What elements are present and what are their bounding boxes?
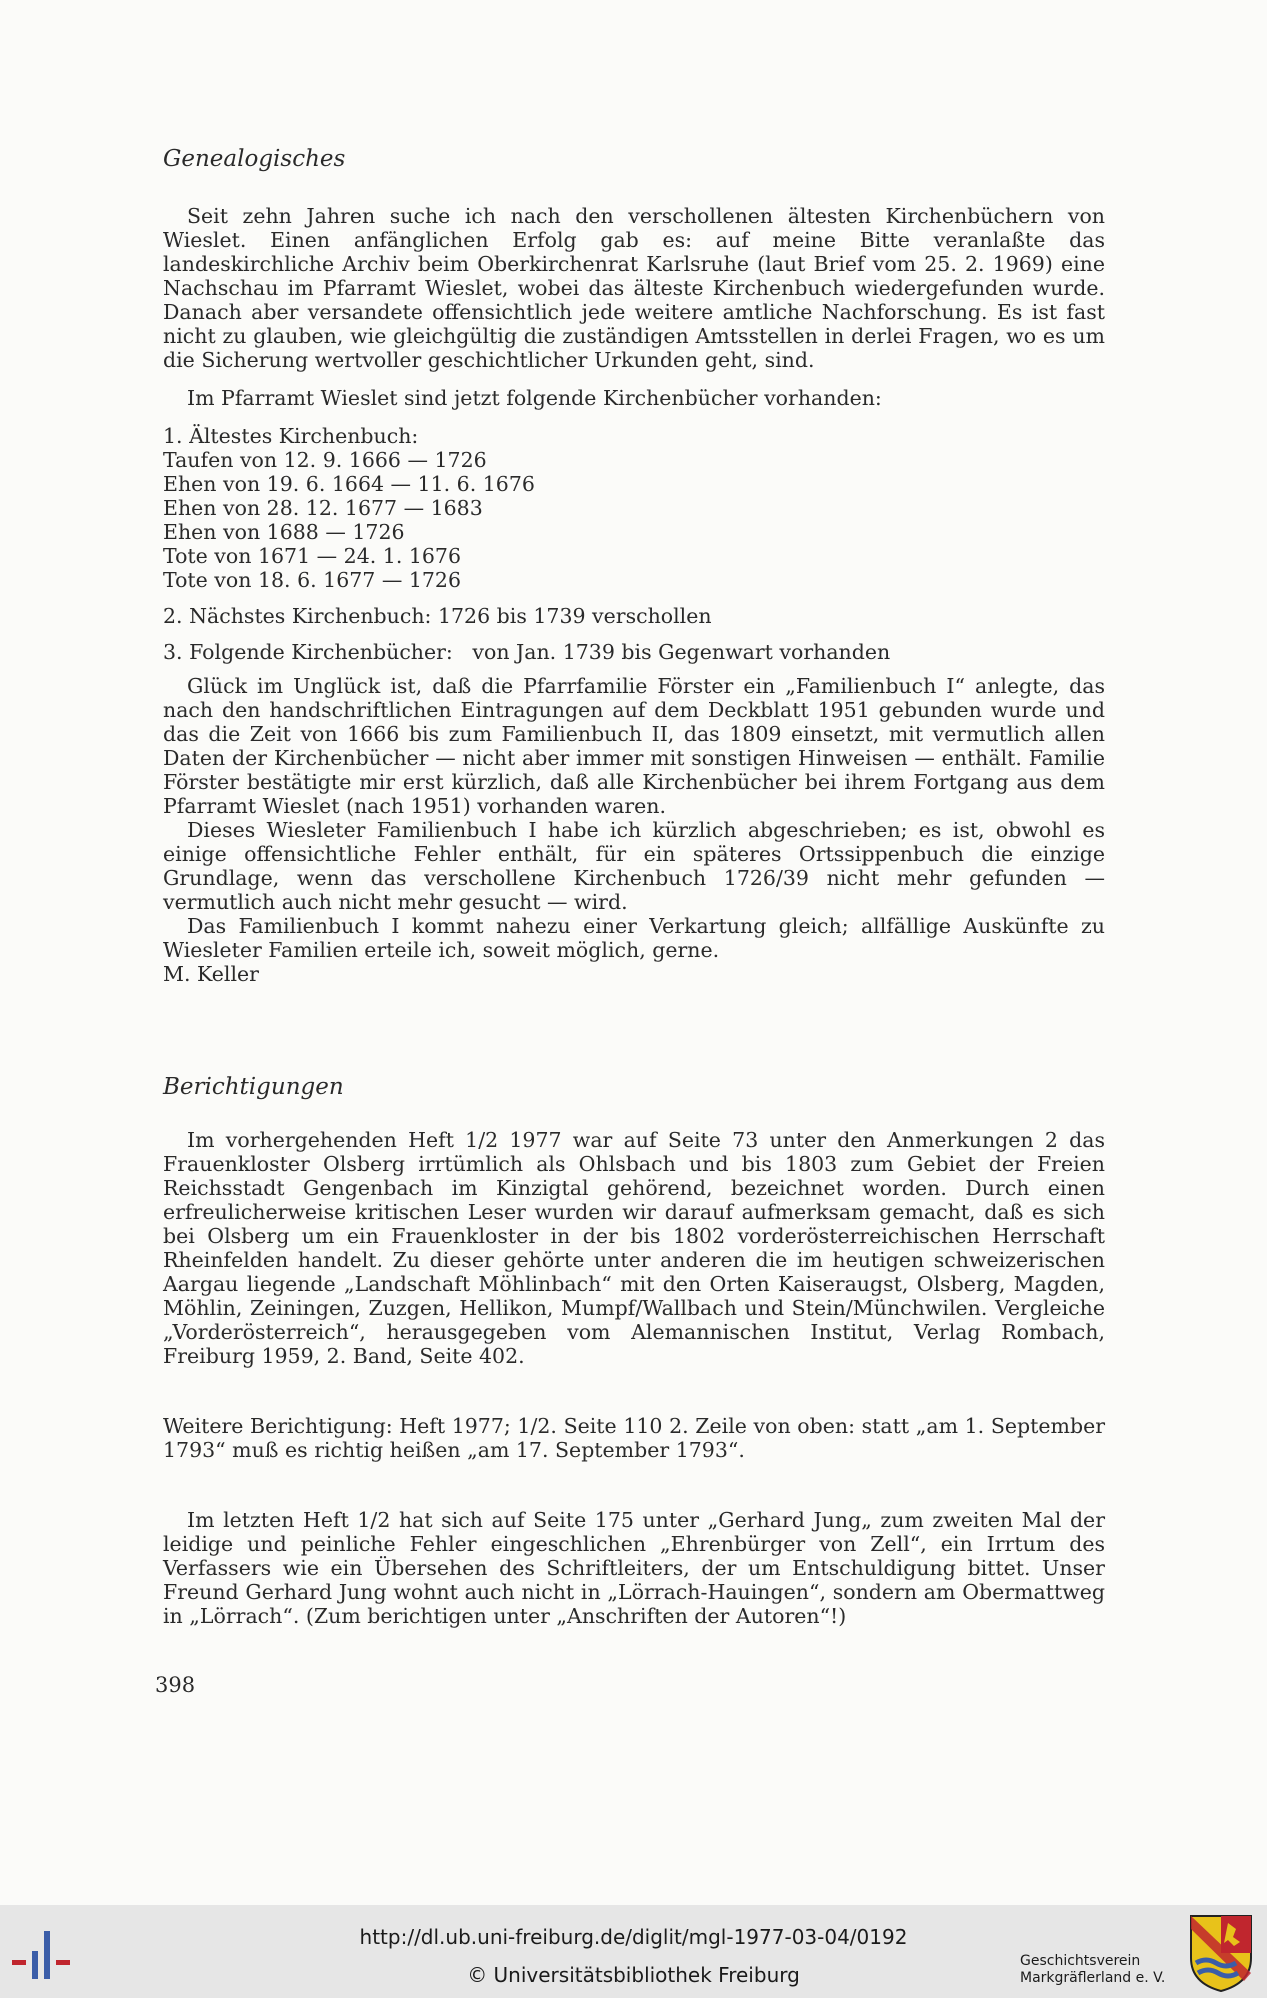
paragraph: Das Familienbuch I kommt nahezu einer Verkartung gleich; allfällige Auskünfte zu Wiesleter Familien erteile ich, soweit möglich, gerne. <box>163 914 1105 962</box>
paragraph: Im Pfarramt Wieslet sind jetzt folgende Kirchenbücher vorhanden: <box>187 386 882 410</box>
list-item: Tote von 18. 6. 1677 — 1726 <box>163 568 462 592</box>
paragraph: Seit zehn Jahren suche ich nach den verschollenen ältesten Kirchenbüchern von Wieslet. Einen anfänglichen Erfolg gab es: auf meine Bitte veranlaßte das landeskirchliche Archiv beim Oberkirchenrat Karlsruhe (laut Brief vom 25. 2. 1969) eine Nachschau im Pfarramt Wieslet, wobei das älteste Kirchenbuch wiedergefunden wurde. Danach aber versandete offensichtlich jede weitere amtliche Nachforschung. Es ist fast nicht zu glauben, wie gleichgültig die zuständigen Amtsstellen in derlei Fragen, wo es um die Sicherung wertvoller geschichtlicher Urkunden geht, sind. <box>163 204 1105 372</box>
page-number: 398 <box>155 1673 196 1697</box>
list-item: Ehen von 28. 12. 1677 — 1683 <box>163 496 483 520</box>
church-book-list <box>163 424 1105 592</box>
paragraph: Im vorhergehenden Heft 1/2 1977 war auf Seite 73 unter den Anmerkungen 2 das Frauenkloster Olsberg irrtümlich als Ohlsbach und bis 1803 zum Gebiet der Freien Reichsstadt Gengenbach im Kinzigtal gehörend, bezeichnet worden. Durch einen erfreulicherweise kritischen Leser wurden wir darauf aufmerksam gemacht, daß es sich bei Olsberg um ein Frauenkloster in der bis 1802 vorderösterreichischen Herrschaft Rheinfelden handelt. Zu dieser gehörte unter anderen die im heutigen schweizerischen Aargau liegende „Landschaft Möhlinbach“ mit den Orten Kaiseraugst, Olsberg, Magden, Möhlin, Zeiningen, Zuzgen, Hellikon, Mumpf/Wallbach und Stein/Münchwilen. Vergleiche „Vorderösterreich“, herausgegeben vom Alemannischen Institut, Verlag Rombach, Freiburg 1959, 2. Band, Seite 402. <box>163 1128 1105 1368</box>
footer-bar <box>0 1905 1267 1998</box>
list-item: Tote von 1671 — 24. 1. 1676 <box>163 544 462 568</box>
source-url-link[interactable]: http://dl.ub.uni-freiburg.de/diglit/mgl-1977-03-04/0192 <box>359 1925 908 1949</box>
coat-of-arms-logo-icon <box>1188 1913 1254 1993</box>
list-item: Taufen von 12. 9. 1666 — 1726 <box>163 448 487 472</box>
organization-name-line1: Geschichtsverein <box>1020 1953 1141 1969</box>
organization-name-line2: Markgräflerland e. V. <box>1020 1970 1166 1986</box>
list-item: Ehen von 1688 — 1726 <box>163 520 405 544</box>
paragraph: Glück im Unglück ist, daß die Pfarrfamilie Förster ein „Familienbuch I“ anlegte, das nach den handschriftlichen Eintragungen auf dem Deckblatt 1951 gebunden wurde und das die Zeit von 1666 bis zum Familienbuch II, das 1809 einsetzt, mit vermutlich allen Daten der Kirchenbücher — nicht aber immer mit sonstigen Hinweisen — enthält. Familie Förster bestätigte mir erst kürzlich, daß alle Kirchenbücher bei ihrem Fortgang aus dem Pfarramt Wieslet (nach 1951) vorhanden waren. <box>163 674 1105 818</box>
list-item: 3. Folgende Kirchenbücher: von Jan. 1739 bis Gegenwart vorhanden <box>163 640 891 664</box>
organization-name <box>1020 1953 1165 1987</box>
author-signature: M. Keller <box>163 962 259 986</box>
section-title-genealogisches: Genealogisches <box>163 146 346 172</box>
copyright-text: © Universitätsbibliothek Freiburg <box>467 1963 800 1987</box>
list-item: 2. Nächstes Kirchenbuch: 1726 bis 1739 verschollen <box>163 604 712 628</box>
list-item: Ehen von 19. 6. 1664 — 11. 6. 1676 <box>163 472 535 496</box>
paragraph: Weitere Berichtigung: Heft 1977; 1/2. Seite 110 2. Zeile von oben: statt „am 1. September 1793“ muß es richtig heißen „am 17. September 1793“. <box>163 1414 1105 1462</box>
section-genealogisches-body <box>163 204 1105 986</box>
section-title-berichtigungen: Berichtigungen <box>163 1074 344 1100</box>
paragraph: Dieses Wiesleter Familienbuch I habe ich kürzlich abgeschrieben; es ist, obwohl es einige offensichtliche Fehler enthält, für ein späteres Ortssippenbuch die einzige Grundlage, wenn das verschollene Kirchenbuch 1726/39 nicht mehr gefunden — vermutlich auch nicht mehr gesucht — wird. <box>163 818 1105 914</box>
paragraph: Im letzten Heft 1/2 hat sich auf Seite 175 unter „Gerhard Jung„ zum zweiten Mal der leidige und peinliche Fehler eingeschlichen „Ehrenbürger von Zell“, ein Irrtum des Verfassers wie ein Übersehen des Schriftleiters, der um Entschuldigung bittet. Unser Freund Gerhard Jung wohnt auch nicht in „Lörrach-Hauingen“, sondern am Obermattweg in „Lörrach“. (Zum berichtigen unter „Anschriften der Autoren“!) <box>163 1508 1105 1628</box>
list-item: 1. Ältestes Kirchenbuch: <box>163 424 419 448</box>
section-berichtigungen-body <box>163 1128 1105 1628</box>
